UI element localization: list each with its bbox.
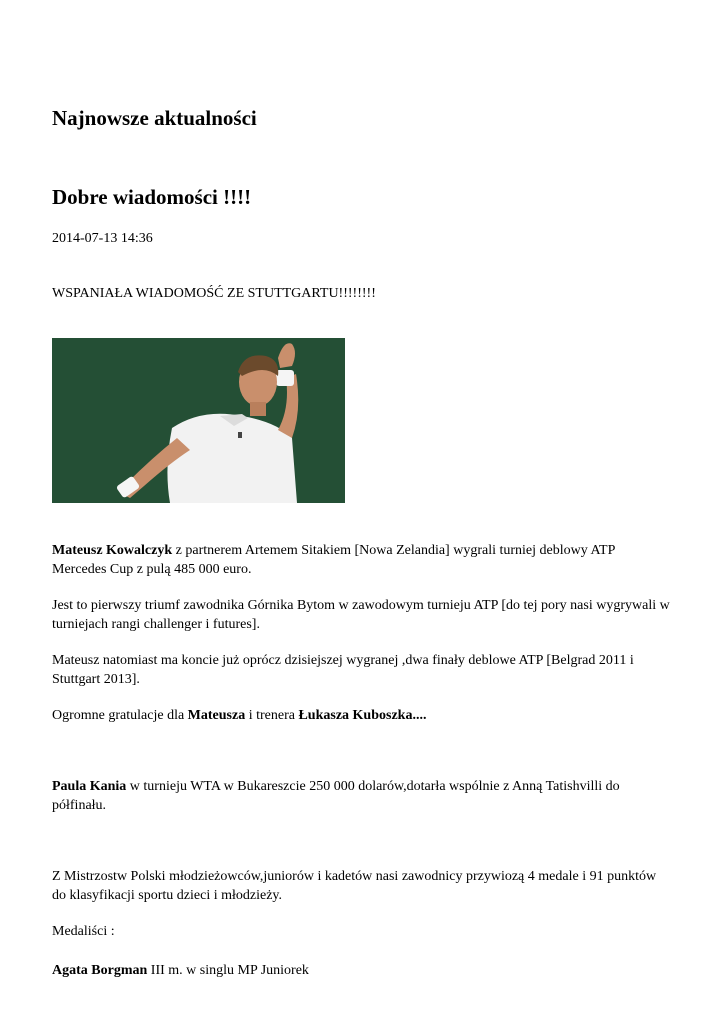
paragraph-8 (52, 961, 672, 980)
section-title: Najnowsze aktualności (52, 106, 257, 130)
p4-d: Łukasza Kuboszka.... (298, 708, 427, 723)
p8-bold: Agata Borgman (52, 963, 148, 978)
paragraph-7: Medaliści : (52, 924, 115, 939)
p4-a: Ogromne gratulacje dla (52, 708, 188, 723)
article-title: Dobre wiadomości !!!! (52, 185, 252, 209)
p1-text: z partnerem Artemem Sitakiem [Nowa Zelandia] wygrali turniej deblowy ATP Mercedes Cup z pulą 485 000 euro. (52, 543, 615, 577)
paragraph-2: Jest to pierwszy triumf zawodnika Górnika Bytom w zawodowym turnieju ATP [do tej pory nasi wygrywali w turniejach rangi challenger i futures]. (52, 598, 670, 632)
paragraph-3: Mateusz natomiast ma koncie już oprócz dzisiejszej wygranej ,dwa finały deblowe ATP [Belgrad 2011 i Stuttgart 2013]. (52, 653, 634, 687)
article-date: 2014-07-13 14:36 (52, 231, 153, 246)
p5-text: w turnieju WTA w Bukareszcie 250 000 dolarów,dotarła wspólnie z Anną Tatishvilli do półfinału. (52, 779, 620, 813)
paragraph-4 (52, 706, 672, 725)
article-lead: WSPANIAŁA WIADOMOŚĆ ZE STUTTGARTU!!!!!!!! (52, 286, 376, 301)
paragraph-1 (52, 541, 672, 579)
p4-c: i trenera (245, 708, 299, 723)
p8-text: III m. w singlu MP Juniorek (147, 963, 309, 978)
paragraph-6: Z Mistrzostw Polski młodzieżowców,juniorów i kadetów nasi zawodnicy przywiozą 4 medale i 91 punktów do klasyfikacji sportu dzieci i młodzieży. (52, 869, 657, 903)
p4-b: Mateusza (187, 708, 246, 723)
p1-bold: Mateusz Kowalczyk (52, 543, 173, 558)
tennis-player-photo (52, 338, 345, 503)
paragraph-5 (52, 777, 672, 815)
p5-bold: Paula Kania (52, 779, 127, 794)
